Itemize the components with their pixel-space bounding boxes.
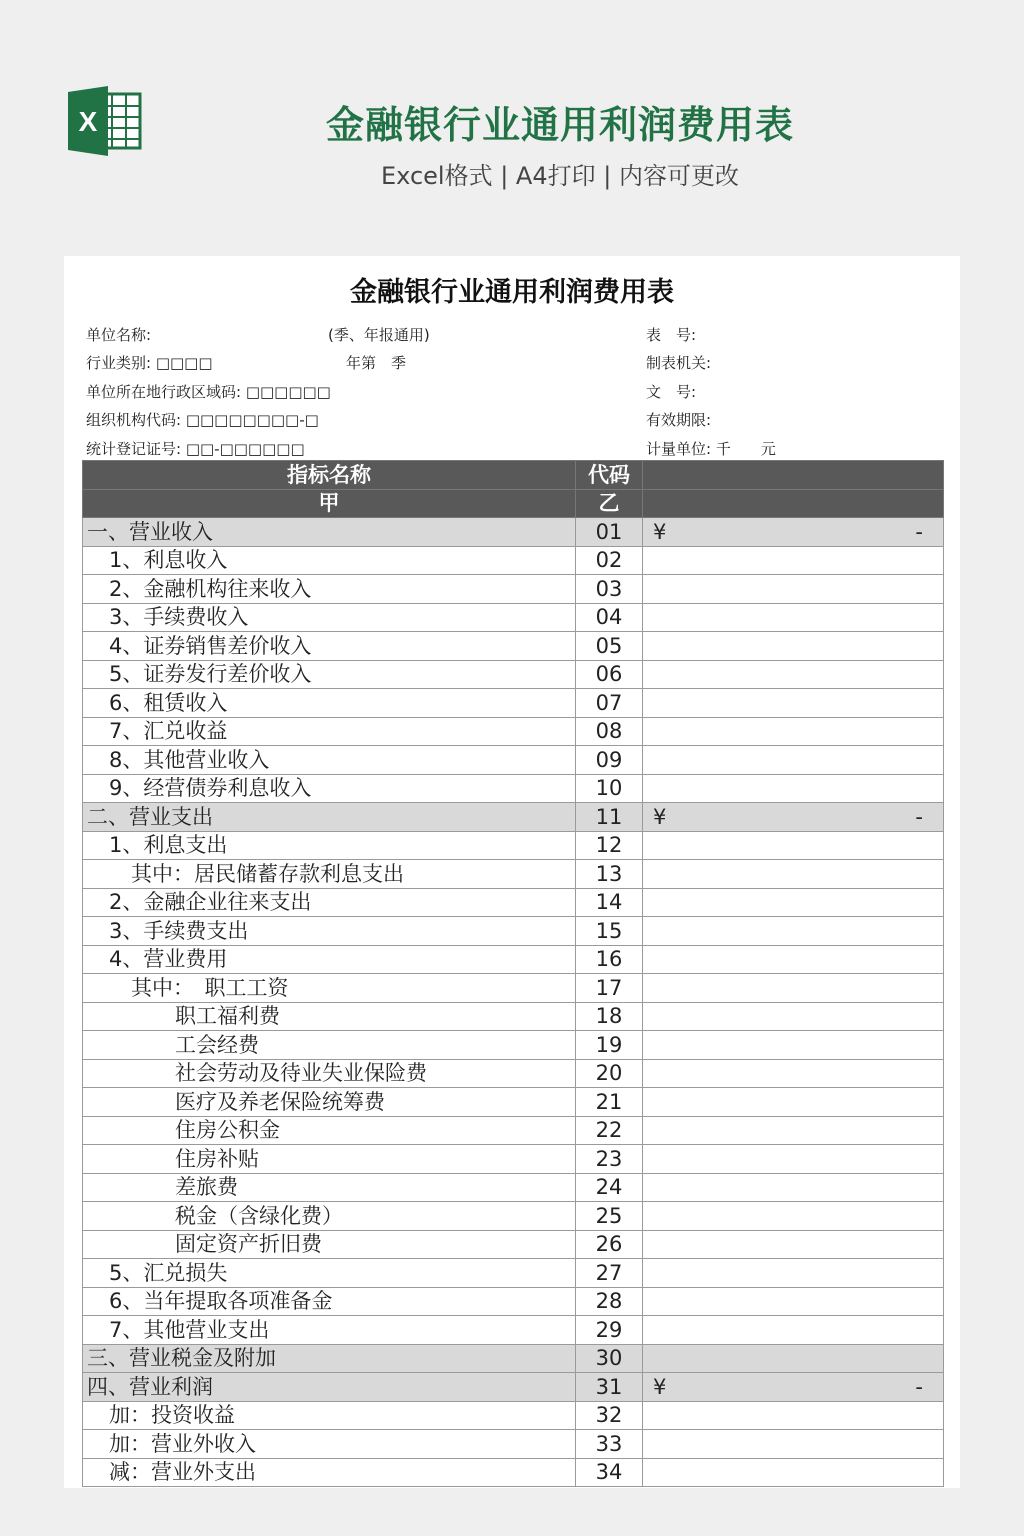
row-code[interactable]: 34 xyxy=(576,1458,643,1487)
table-row xyxy=(83,945,944,974)
row-value-cell[interactable] xyxy=(643,1002,944,1031)
table-row xyxy=(83,1458,944,1487)
row-label[interactable]: 9、经营债券利息收入 xyxy=(83,774,576,803)
table-row xyxy=(83,1287,944,1316)
row-value-cell[interactable] xyxy=(643,945,944,974)
row-value-cell[interactable] xyxy=(643,1344,944,1373)
row-label[interactable]: 6、租赁收入 xyxy=(83,689,576,718)
row-value-cell[interactable] xyxy=(643,660,944,689)
table-row xyxy=(83,1002,944,1031)
row-label[interactable]: 二、营业支出 xyxy=(83,803,576,832)
row-value-cell[interactable] xyxy=(643,917,944,946)
row-label[interactable]: 3、手续费支出 xyxy=(83,917,576,946)
row-label[interactable]: 其中：居民储蓄存款利息支出 xyxy=(83,860,576,889)
row-label[interactable]: 其中： 职工工资 xyxy=(83,974,576,1003)
row-value-cell[interactable] xyxy=(643,518,944,547)
meta-stat-reg: 统计登记证号: □□-□□□□□□ xyxy=(86,440,305,458)
table-header-row xyxy=(83,461,944,490)
row-code[interactable]: 07 xyxy=(576,689,643,718)
table-row xyxy=(83,1430,944,1459)
table-row xyxy=(83,1059,944,1088)
meta-form-no: 表 号: xyxy=(646,326,697,344)
table-row xyxy=(83,660,944,689)
row-value-cell[interactable] xyxy=(643,1031,944,1060)
row-code[interactable]: 18 xyxy=(576,1002,643,1031)
row-code[interactable]: 26 xyxy=(576,1230,643,1259)
row-code[interactable]: 24 xyxy=(576,1173,643,1202)
table-row xyxy=(83,888,944,917)
row-value-cell[interactable] xyxy=(643,831,944,860)
row-label[interactable]: 6、当年提取各项准备金 xyxy=(83,1287,576,1316)
row-code[interactable]: 32 xyxy=(576,1401,643,1430)
table-row xyxy=(83,603,944,632)
row-value-cell[interactable] xyxy=(643,1373,944,1402)
table-row xyxy=(83,1116,944,1145)
table-row xyxy=(83,689,944,718)
row-code[interactable]: 01 xyxy=(576,518,643,547)
meta-unit-name: 单位名称: xyxy=(86,326,152,344)
row-value-cell[interactable] xyxy=(643,717,944,746)
row-value-cell[interactable] xyxy=(643,1202,944,1231)
table-row xyxy=(83,632,944,661)
table-subheader-row xyxy=(83,489,944,518)
row-code[interactable]: 28 xyxy=(576,1287,643,1316)
meta-issuer: 制表机关: xyxy=(646,354,712,372)
row-code[interactable]: 08 xyxy=(576,717,643,746)
row-value-cell[interactable] xyxy=(643,1316,944,1345)
table-row xyxy=(83,717,944,746)
row-code[interactable]: 09 xyxy=(576,746,643,775)
empty-value-dash: - xyxy=(915,520,923,544)
row-code[interactable]: 33 xyxy=(576,1430,643,1459)
row-label[interactable]: 社会劳动及待业失业保险费 xyxy=(83,1059,576,1088)
row-value-cell[interactable] xyxy=(643,1059,944,1088)
row-code[interactable]: 14 xyxy=(576,888,643,917)
meta-valid-until: 有效期限: xyxy=(646,411,712,429)
row-code[interactable]: 13 xyxy=(576,860,643,889)
svg-text:X: X xyxy=(78,106,98,137)
row-label[interactable]: 住房补贴 xyxy=(83,1145,576,1174)
row-label[interactable]: 1、利息支出 xyxy=(83,831,576,860)
row-code[interactable]: 03 xyxy=(576,575,643,604)
sheet-title: 金融银行业通用利润费用表 xyxy=(350,277,674,308)
table-row xyxy=(83,546,944,575)
spreadsheet-page xyxy=(64,256,960,1488)
row-code[interactable]: 02 xyxy=(576,546,643,575)
row-code[interactable]: 06 xyxy=(576,660,643,689)
table-row xyxy=(83,1230,944,1259)
row-value-cell[interactable] xyxy=(643,689,944,718)
row-label[interactable]: 4、营业费用 xyxy=(83,945,576,974)
row-label[interactable]: 2、金融机构往来收入 xyxy=(83,575,576,604)
row-value-cell[interactable] xyxy=(643,1230,944,1259)
row-value-cell[interactable] xyxy=(643,1173,944,1202)
row-label[interactable]: 一、营业收入 xyxy=(83,518,576,547)
row-label[interactable]: 4、证券销售差价收入 xyxy=(83,632,576,661)
table-row xyxy=(83,917,944,946)
subheader-value xyxy=(643,489,944,518)
row-value-cell[interactable] xyxy=(643,1458,944,1487)
row-label[interactable]: 3、手续费收入 xyxy=(83,603,576,632)
table-row xyxy=(83,746,944,775)
table-row xyxy=(83,1173,944,1202)
row-value-cell[interactable] xyxy=(643,1401,944,1430)
row-code[interactable]: 17 xyxy=(576,974,643,1003)
row-value-cell[interactable] xyxy=(643,1259,944,1288)
row-code[interactable]: 27 xyxy=(576,1259,643,1288)
row-code[interactable]: 20 xyxy=(576,1059,643,1088)
row-code[interactable]: 04 xyxy=(576,603,643,632)
meta-report-type: (季、年报通用) xyxy=(328,326,430,344)
table-row xyxy=(83,1316,944,1345)
table-row xyxy=(83,1373,944,1402)
empty-value-dash: - xyxy=(915,1375,923,1399)
row-label[interactable]: 工会经费 xyxy=(83,1031,576,1060)
row-code[interactable]: 29 xyxy=(576,1316,643,1345)
row-value-cell[interactable] xyxy=(643,1287,944,1316)
row-value-cell[interactable] xyxy=(643,546,944,575)
row-label[interactable]: 差旅费 xyxy=(83,1173,576,1202)
table-row xyxy=(83,1031,944,1060)
subheader-yi: 乙 xyxy=(576,489,643,518)
table-row xyxy=(83,1401,944,1430)
meta-unit: 计量单位: 千 元 xyxy=(646,440,776,458)
row-label[interactable]: 5、汇兑损失 xyxy=(83,1259,576,1288)
row-label[interactable]: 职工福利费 xyxy=(83,1002,576,1031)
row-code[interactable]: 19 xyxy=(576,1031,643,1060)
header-value xyxy=(643,461,944,490)
row-label[interactable]: 三、营业税金及附加 xyxy=(83,1344,576,1373)
row-code[interactable]: 11 xyxy=(576,803,643,832)
table-row xyxy=(83,803,944,832)
row-value-cell[interactable] xyxy=(643,974,944,1003)
row-label[interactable]: 2、金融企业往来支出 xyxy=(83,888,576,917)
subheader-jia: 甲 xyxy=(83,489,576,518)
table-row xyxy=(83,831,944,860)
row-label[interactable]: 四、营业利润 xyxy=(83,1373,576,1402)
row-label[interactable]: 8、其他营业收入 xyxy=(83,746,576,775)
row-value-cell[interactable] xyxy=(643,632,944,661)
row-value-cell[interactable] xyxy=(643,746,944,775)
row-code[interactable]: 16 xyxy=(576,945,643,974)
table-row xyxy=(83,1202,944,1231)
header-code: 代码 xyxy=(576,461,643,490)
row-label[interactable]: 住房公积金 xyxy=(83,1116,576,1145)
row-label[interactable]: 加：营业外收入 xyxy=(83,1430,576,1459)
row-value-cell[interactable] xyxy=(643,603,944,632)
table-row xyxy=(83,575,944,604)
row-label[interactable]: 1、利息收入 xyxy=(83,546,576,575)
table-row xyxy=(83,974,944,1003)
row-value-cell[interactable] xyxy=(643,1145,944,1174)
table-row xyxy=(83,1259,944,1288)
yen-symbol: ¥ xyxy=(653,1375,667,1399)
row-label[interactable]: 固定资产折旧费 xyxy=(83,1230,576,1259)
row-code[interactable]: 23 xyxy=(576,1145,643,1174)
header-indicator-name: 指标名称 xyxy=(83,461,576,490)
row-code[interactable]: 30 xyxy=(576,1344,643,1373)
row-code[interactable]: 15 xyxy=(576,917,643,946)
empty-value-dash: - xyxy=(915,805,923,829)
hero-title: 金融银行业通用利润费用表 xyxy=(325,103,794,147)
table-row xyxy=(83,518,944,547)
row-value-cell[interactable] xyxy=(643,860,944,889)
row-code[interactable]: 25 xyxy=(576,1202,643,1231)
row-code[interactable]: 12 xyxy=(576,831,643,860)
row-value-cell[interactable] xyxy=(643,575,944,604)
meta-industry: 行业类别: □□□□ xyxy=(86,354,213,372)
table-row xyxy=(83,1145,944,1174)
excel-logo-icon xyxy=(68,86,142,156)
row-label[interactable]: 税金（含绿化费） xyxy=(83,1202,576,1231)
meta-doc-no: 文 号: xyxy=(646,383,697,401)
profit-expense-table xyxy=(82,460,944,1487)
yen-symbol: ¥ xyxy=(653,520,667,544)
row-value-cell[interactable] xyxy=(643,1430,944,1459)
row-value-cell[interactable] xyxy=(643,888,944,917)
row-code[interactable]: 31 xyxy=(576,1373,643,1402)
table-row xyxy=(83,1344,944,1373)
row-label[interactable]: 7、其他营业支出 xyxy=(83,1316,576,1345)
row-code[interactable]: 22 xyxy=(576,1116,643,1145)
row-value-cell[interactable] xyxy=(643,1116,944,1145)
yen-symbol: ¥ xyxy=(653,805,667,829)
row-label[interactable]: 7、汇兑收益 xyxy=(83,717,576,746)
row-label[interactable]: 减：营业外支出 xyxy=(83,1458,576,1487)
row-label[interactable]: 医疗及养老保险统筹费 xyxy=(83,1088,576,1117)
meta-period: 年第 季 xyxy=(346,354,407,372)
row-value-cell[interactable] xyxy=(643,774,944,803)
row-code[interactable]: 10 xyxy=(576,774,643,803)
meta-org-code: 组织机构代码: □□□□□□□□-□ xyxy=(86,411,319,429)
row-code[interactable]: 05 xyxy=(576,632,643,661)
meta-region-code: 单位所在地行政区域码: □□□□□□ xyxy=(86,383,331,401)
row-label[interactable]: 加：投资收益 xyxy=(83,1401,576,1430)
row-value-cell[interactable] xyxy=(643,803,944,832)
table-row xyxy=(83,774,944,803)
row-label[interactable]: 5、证券发行差价收入 xyxy=(83,660,576,689)
hero-subtitle: Excel格式 | A4打印 | 内容可更改 xyxy=(381,162,739,190)
table-row xyxy=(83,1088,944,1117)
row-code[interactable]: 21 xyxy=(576,1088,643,1117)
row-value-cell[interactable] xyxy=(643,1088,944,1117)
table-row xyxy=(83,860,944,889)
